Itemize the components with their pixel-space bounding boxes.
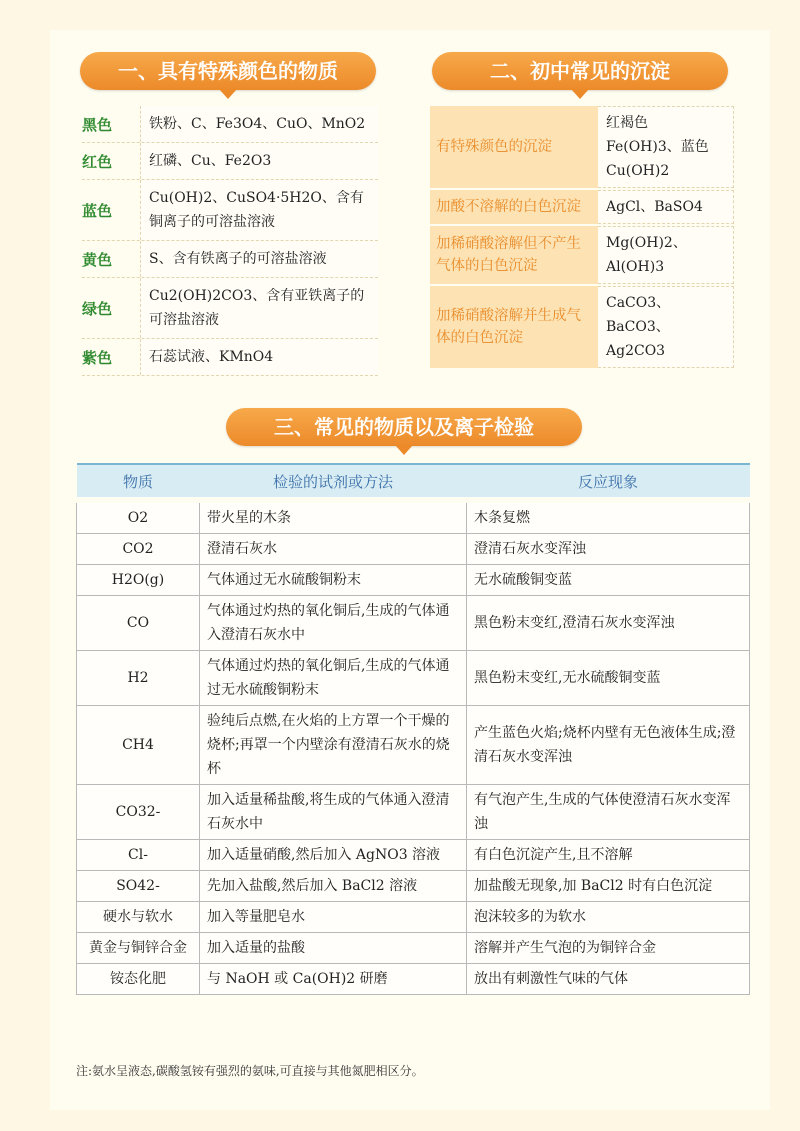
table-row — [77, 500, 750, 534]
substance-cell: CO — [77, 596, 200, 651]
table-row — [77, 902, 750, 933]
list-item — [82, 241, 378, 278]
phenomenon-cell: 放出有刺激性气味的气体 — [467, 964, 750, 995]
list-item — [430, 190, 734, 224]
table-row — [77, 596, 750, 651]
list-item — [430, 286, 734, 368]
method-cell: 先加入盐酸,然后加入 BaCl2 溶液 — [200, 871, 467, 902]
color-label: 紫色 — [82, 348, 113, 367]
substance-cell: O2 — [77, 500, 200, 534]
precipitate-label: 加稀硝酸溶解但不产生气体的白色沉淀 — [430, 226, 598, 284]
table-row — [77, 871, 750, 902]
substance-cell: 黄金与铜锌合金 — [77, 933, 200, 964]
method-cell: 气体通过灼热的氧化铜后,生成的气体通入澄清石灰水中 — [200, 596, 467, 651]
method-cell: 加入适量的盐酸 — [200, 933, 467, 964]
color-value: Cu2(OH)2CO3、含有亚铁离子的可溶盐溶液 — [140, 278, 378, 338]
table-row — [77, 651, 750, 706]
table-row — [77, 840, 750, 871]
method-cell: 加入等量肥皂水 — [200, 902, 467, 933]
list-item — [430, 226, 734, 284]
table-row — [77, 964, 750, 995]
footnote: 注:氨水呈液态,碳酸氢铵有强烈的氨味,可直接与其他氮肥相区分。 — [76, 1064, 424, 1078]
substance-cell: Cl- — [77, 840, 200, 871]
list-item — [82, 180, 378, 241]
phenomenon-cell: 有白色沉淀产生,且不溶解 — [467, 840, 750, 871]
method-cell: 气体通过无水硫酸铜粉末 — [200, 565, 467, 596]
section1-title: 一、具有特殊颜色的物质 — [80, 52, 376, 90]
column-header: 检验的试剂或方法 — [200, 464, 467, 500]
color-value: Cu(OH)2、CuSO4·5H2O、含有铜离子的可溶盐溶液 — [140, 180, 378, 240]
precipitate-value: AgCl、BaSO4 — [598, 190, 734, 224]
list-item — [82, 143, 378, 180]
phenomenon-cell: 木条复燃 — [467, 500, 750, 534]
list-item — [82, 278, 378, 339]
column-header: 物质 — [77, 464, 200, 500]
list-item — [82, 106, 378, 143]
table-header-row — [77, 464, 750, 500]
method-cell: 带火星的木条 — [200, 500, 467, 534]
phenomenon-cell: 泡沫较多的为软水 — [467, 902, 750, 933]
list-item — [430, 106, 734, 188]
section2-title: 二、初中常见的沉淀 — [432, 52, 728, 90]
method-cell: 加入适量稀盐酸,将生成的气体通入澄清石灰水中 — [200, 785, 467, 840]
color-label: 黄色 — [82, 250, 113, 269]
precipitate-label: 有特殊颜色的沉淀 — [430, 106, 598, 188]
substance-cell: 铵态化肥 — [77, 964, 200, 995]
table-row — [77, 785, 750, 840]
method-cell: 澄清石灰水 — [200, 534, 467, 565]
substance-cell: 硬水与软水 — [77, 902, 200, 933]
substance-cell: CO32- — [77, 785, 200, 840]
color-label: 黑色 — [82, 115, 113, 134]
detection-table — [76, 463, 750, 995]
table-row — [77, 933, 750, 964]
special-color-list — [82, 106, 378, 376]
color-label: 绿色 — [82, 299, 113, 318]
phenomenon-cell: 有气泡产生,生成的气体使澄清石灰水变浑浊 — [467, 785, 750, 840]
phenomenon-cell: 无水硫酸铜变蓝 — [467, 565, 750, 596]
color-label: 蓝色 — [82, 201, 113, 220]
color-value: 铁粉、C、Fe3O4、CuO、MnO2 — [140, 106, 378, 142]
table-row — [77, 534, 750, 565]
precipitate-value: CaCO3、BaCO3、Ag2CO3 — [598, 286, 734, 368]
precipitate-list — [430, 106, 734, 370]
method-cell: 与 NaOH 或 Ca(OH)2 研磨 — [200, 964, 467, 995]
phenomenon-cell: 黑色粉末变红,澄清石灰水变浑浊 — [467, 596, 750, 651]
table-row — [77, 706, 750, 785]
method-cell: 加入适量硝酸,然后加入 AgNO3 溶液 — [200, 840, 467, 871]
phenomenon-cell: 澄清石灰水变浑浊 — [467, 534, 750, 565]
method-cell: 验纯后点燃,在火焰的上方罩一个干燥的烧杯;再罩一个内壁涂有澄清石灰水的烧杯 — [200, 706, 467, 785]
list-item — [82, 339, 378, 376]
color-value: S、含有铁离子的可溶盐溶液 — [140, 241, 378, 277]
substance-cell: CO2 — [77, 534, 200, 565]
color-value: 石蕊试液、KMnO4 — [140, 339, 378, 375]
precipitate-value: 红褐色 Fe(OH)3、蓝色 Cu(OH)2 — [598, 106, 734, 188]
precipitate-label: 加酸不溶解的白色沉淀 — [430, 190, 598, 224]
color-label: 红色 — [82, 152, 113, 171]
phenomenon-cell: 加盐酸无现象,加 BaCl2 时有白色沉淀 — [467, 871, 750, 902]
substance-cell: H2 — [77, 651, 200, 706]
column-header: 反应现象 — [467, 464, 750, 500]
section3-title: 三、常见的物质以及离子检验 — [226, 408, 582, 446]
phenomenon-cell: 黑色粉末变红,无水硫酸铜变蓝 — [467, 651, 750, 706]
substance-cell: CH4 — [77, 706, 200, 785]
phenomenon-cell: 产生蓝色火焰;烧杯内壁有无色液体生成;澄清石灰水变浑浊 — [467, 706, 750, 785]
precipitate-value: Mg(OH)2、Al(OH)3 — [598, 226, 734, 284]
phenomenon-cell: 溶解并产生气泡的为铜锌合金 — [467, 933, 750, 964]
precipitate-label: 加稀硝酸溶解并生成气体的白色沉淀 — [430, 286, 598, 368]
substance-cell: H2O(g) — [77, 565, 200, 596]
color-value: 红磷、Cu、Fe2O3 — [140, 143, 378, 179]
method-cell: 气体通过灼热的氧化铜后,生成的气体通过无水硫酸铜粉末 — [200, 651, 467, 706]
table-row — [77, 565, 750, 596]
substance-cell: SO42- — [77, 871, 200, 902]
